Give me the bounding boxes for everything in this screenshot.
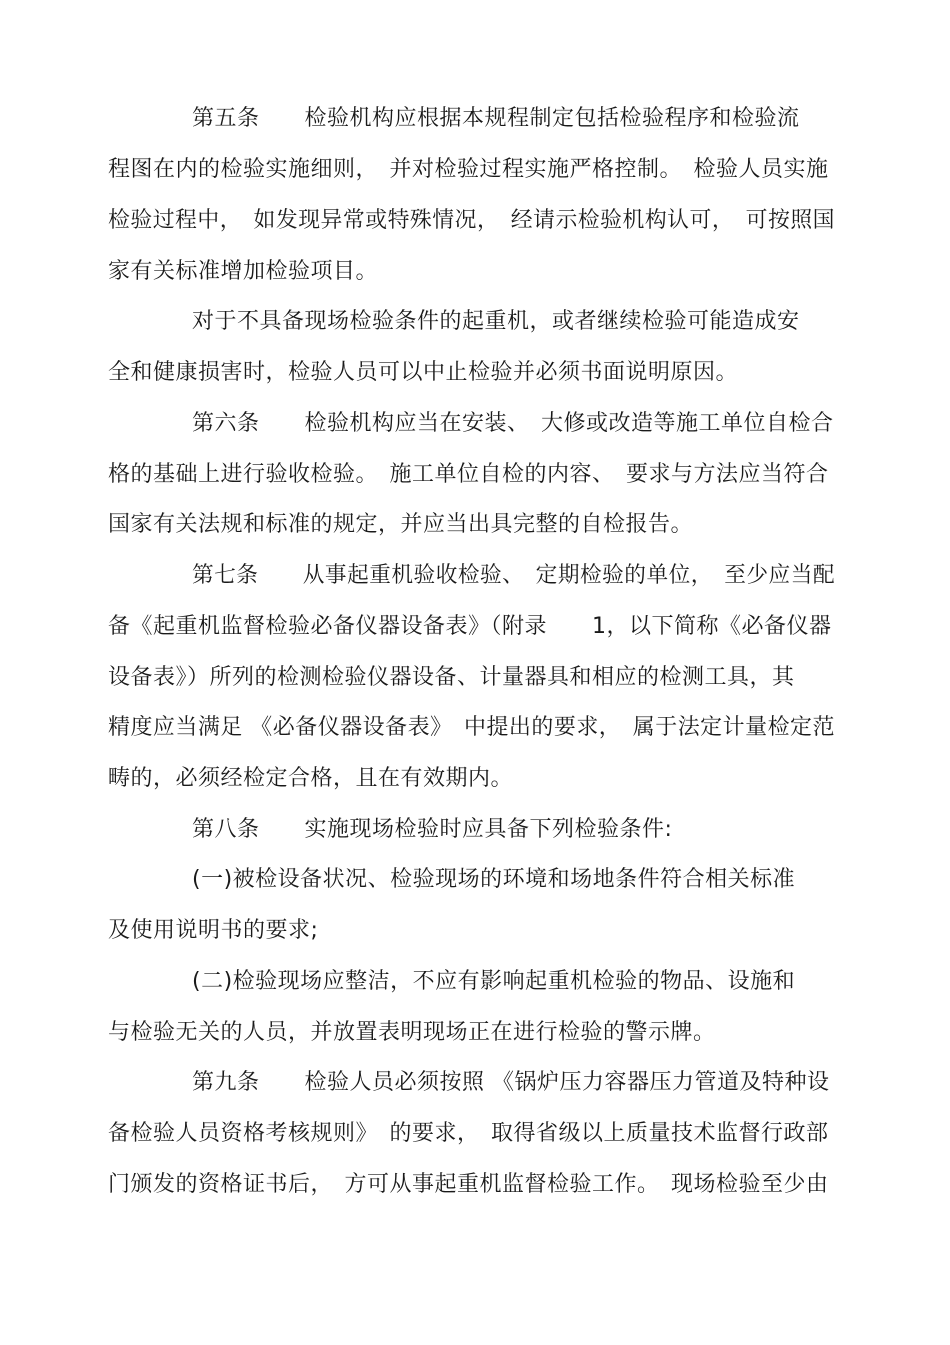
text-line: 畴的，必须经检定合格，且在有效期内。 <box>108 766 514 791</box>
text-line: 备检验人员资格考核规则》 的要求， 取得省级以上质量技术监督行政部 <box>108 1121 829 1146</box>
text-line: (二)检验现场应整洁，不应有影响起重机检验的物品、设施和 <box>192 969 796 994</box>
text-line: 全和健康损害时，检验人员可以中止检验并必须书面说明原因。 <box>108 360 739 385</box>
text-line: 国家有关法规和标准的规定，并应当出具完整的自检报告。 <box>108 512 694 537</box>
text-line: 第八条 实施现场检验时应具备下列检验条件: <box>192 817 673 842</box>
text-line: 程图在内的检验实施细则， 并对检验过程实施严格控制。 检验人员实施 <box>108 157 829 182</box>
text-line: 家有关标准增加检验项目。 <box>108 259 379 284</box>
text-line: 第九条 检验人员必须按照 《锅炉压力容器压力管道及特种设 <box>192 1070 830 1095</box>
text-line: 对于不具备现场检验条件的起重机，或者继续检验可能造成安 <box>192 309 800 334</box>
text-line: 精度应当满足 《必备仪器设备表》 中提出的要求， 属于法定计量检定范 <box>108 715 835 740</box>
text-line: 检验过程中， 如发现异常或特殊情况， 经请示检验机构认可， 可按照国 <box>108 208 836 233</box>
text-line: 及使用说明书的要求; <box>108 918 319 943</box>
text-line: 第五条 检验机构应根据本规程制定包括检验程序和检验流 <box>192 106 800 131</box>
text-line: 第六条 检验机构应当在安装、 大修或改造等施工单位自检合 <box>192 411 834 436</box>
text-line: 格的基础上进行验收检验。 施工单位自检的内容、 要求与方法应当符合 <box>108 462 829 487</box>
text-line: 设备表》）所列的检测检验仪器设备、计量器具和相应的检测工具，其 <box>108 665 795 690</box>
text-line: (一)被检设备状况、检验现场的环境和场地条件符合相关标准 <box>192 867 796 892</box>
text-line: 第七条 从事起重机验收检验、 定期检验的单位， 至少应当配 <box>192 563 836 588</box>
text-line: 备《起重机监督检验必备仪器设备表》（附录 1，以下简称《必备仪器 <box>108 614 832 639</box>
text-line: 门颁发的资格证书后， 方可从事起重机监督检验工作。 现场检验至少由 <box>108 1172 829 1197</box>
text-line: 与检验无关的人员，并放置表明现场正在进行检验的警示牌。 <box>108 1020 716 1045</box>
